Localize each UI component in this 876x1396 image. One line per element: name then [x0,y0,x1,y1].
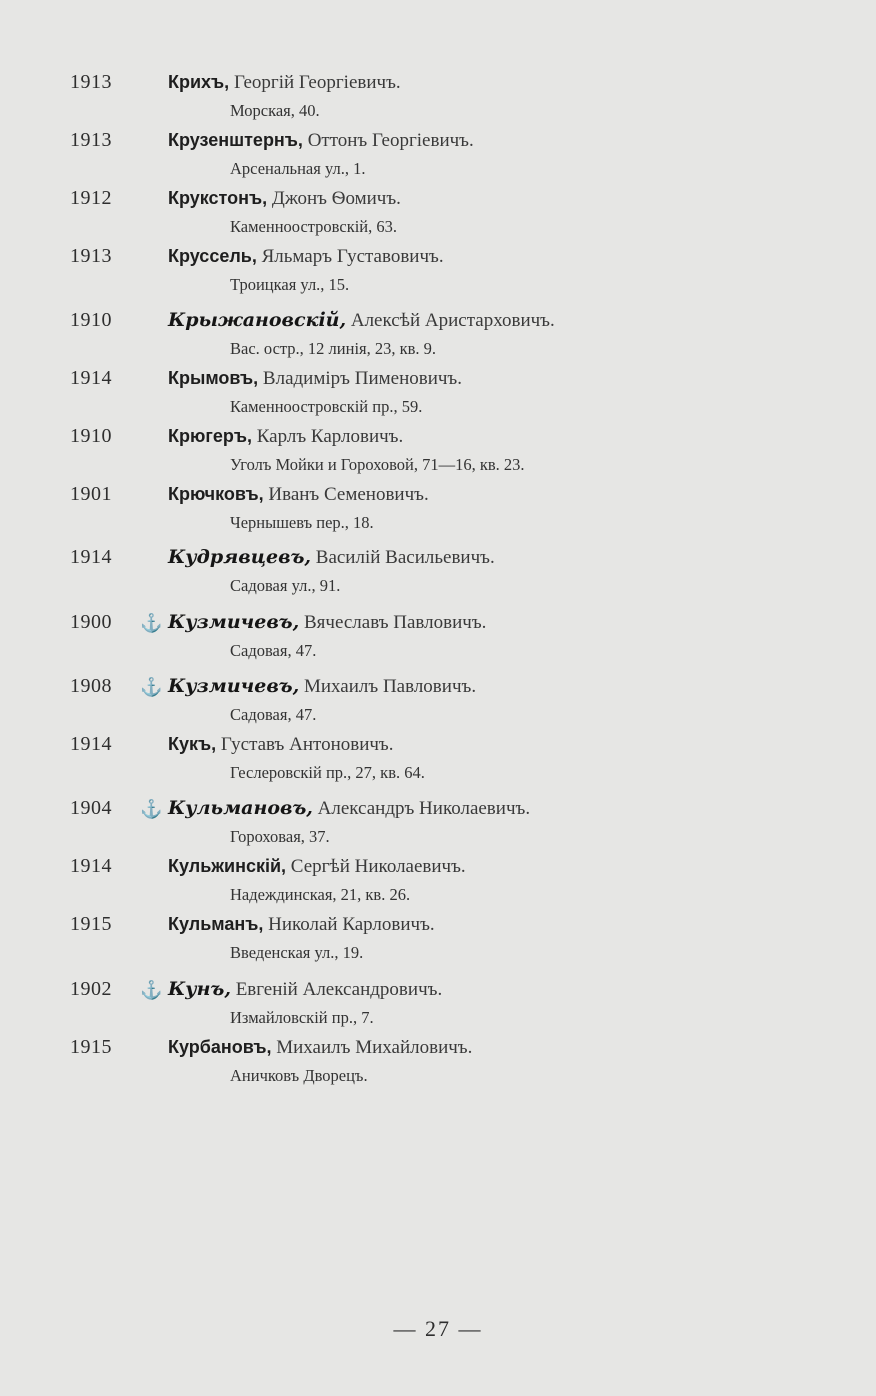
entry-given-names: Михаилъ Павловичъ. [303,676,477,697]
entry-given-names: Карлъ Карловичъ. [256,426,404,447]
entry-name [168,610,486,635]
entry-address: Уголъ Мойки и Гороховой, 71—16, кв. 23. [230,455,525,474]
entry-year: 1913 [70,245,112,267]
entry-name [168,244,444,269]
entry-given-names: Сергѣй Николаевичъ. [290,856,466,877]
entry-year: 1908 [70,675,112,697]
entry-address: Троицкая ул., 15. [230,275,350,294]
entry-surname: Кузмичевъ, [168,611,300,633]
entry-year: 1914 [70,733,112,755]
entry-year: 1910 [70,425,112,447]
entry-address: Морская, 40. [230,101,320,120]
entry-name [168,424,403,449]
entry-name [168,732,394,757]
entry-surname: Крихъ, [168,72,230,92]
entry-name [168,674,476,699]
entry-name [168,308,555,333]
anchor-icon: ⚓ [140,613,163,633]
entry-name [168,854,466,879]
entry-address: Каменноостровскій пр., 59. [230,397,423,416]
entry-given-names: Михаилъ Михайловичъ. [276,1037,473,1058]
entry-surname: Кунъ, [168,978,231,1000]
entry-year: 1915 [70,1036,112,1058]
entry-given-names: Густавъ Антоновичъ. [220,734,394,755]
entry-address: Садовая, 47. [230,641,317,660]
entry-surname: Кузмичевъ, [168,675,300,697]
entry-year: 1901 [70,483,112,505]
anchor-icon: ⚓ [140,799,163,819]
entry-given-names: Николай Карловичъ. [268,914,435,935]
entry-surname: Кульманъ, [168,914,264,934]
entry-year: 1914 [70,367,112,389]
entry-given-names: Василій Васильевичъ. [315,547,495,568]
entry-year: 1914 [70,855,112,877]
entry-surname: Крюгеръ, [168,426,252,446]
entry-surname: Крымовъ, [168,368,259,388]
entry-name [168,1035,472,1060]
page-number: — 27 — [393,1316,483,1341]
entry-address: Геслеровскій пр., 27, кв. 64. [230,763,425,782]
entry-year: 1913 [70,71,112,93]
entry-given-names: Оттонъ Георгіевичъ. [307,130,474,151]
entry-year: 1910 [70,309,112,331]
entry-year: 1914 [70,546,112,568]
entry-given-names: Евгеній Александровичъ. [235,979,443,1000]
entry-surname: Кукъ, [168,734,217,754]
entry-address: Садовая, 47. [230,705,317,724]
entry-given-names: Георгій Георгіевичъ. [233,72,401,93]
entry-name [168,70,401,95]
entry-address: Садовая ул., 91. [230,576,341,595]
entry-surname: Крукстонъ, [168,188,268,208]
entry-surname: Крыжановскій, [168,309,347,331]
entry-address: Введенская ул., 19. [230,943,364,962]
entry-name [168,366,462,391]
entry-year: 1915 [70,913,112,935]
entry-surname: Крючковъ, [168,484,264,504]
entry-surname: Круссель, [168,246,257,266]
entry-year: 1904 [70,797,112,819]
entry-address: Измайловскій пр., 7. [230,1008,374,1027]
entry-address: Гороховая, 37. [230,827,330,846]
entry-surname: Курбановъ, [168,1037,272,1057]
entry-surname: Кульмановъ, [168,797,313,819]
entry-name [168,482,429,507]
entry-year: 1900 [70,611,112,633]
anchor-icon: ⚓ [140,677,163,697]
entry-year: 1913 [70,129,112,151]
entry-surname: Крузенштернъ, [168,130,303,150]
entry-surname: Кульжинскій, [168,856,287,876]
entry-given-names: Александръ Николаевичъ. [317,798,531,819]
entry-given-names: Вячеславъ Павловичъ. [303,612,487,633]
entry-given-names: Алексѣй Аристарховичъ. [350,310,555,331]
entry-surname: Кудрявцевъ, [168,546,312,568]
entry-year: 1912 [70,187,112,209]
entry-address: Каменноостровскій, 63. [230,217,398,236]
anchor-icon: ⚓ [140,980,163,1000]
entry-address: Чернышевъ пер., 18. [230,513,374,532]
entry-given-names: Иванъ Семеновичъ. [268,484,429,505]
entry-name [168,977,442,1002]
entry-name [168,912,435,937]
entry-given-names: Яльмаръ Густавовичъ. [261,246,444,267]
entry-address: Вас. остр., 12 линія, 23, кв. 9. [230,339,437,358]
entry-given-names: Владиміръ Пименовичъ. [262,368,463,389]
entry-year: 1902 [70,978,112,1000]
entry-address: Надеждинская, 21, кв. 26. [230,885,411,904]
entry-given-names: Джонъ Ѳомичъ. [271,188,401,209]
entry-address: Арсенальная ул., 1. [230,159,366,178]
entry-address: Аничковъ Дворецъ. [230,1066,368,1085]
entry-name [168,186,401,211]
entry-name [168,128,474,153]
entry-name [168,796,530,821]
entry-name [168,545,495,570]
